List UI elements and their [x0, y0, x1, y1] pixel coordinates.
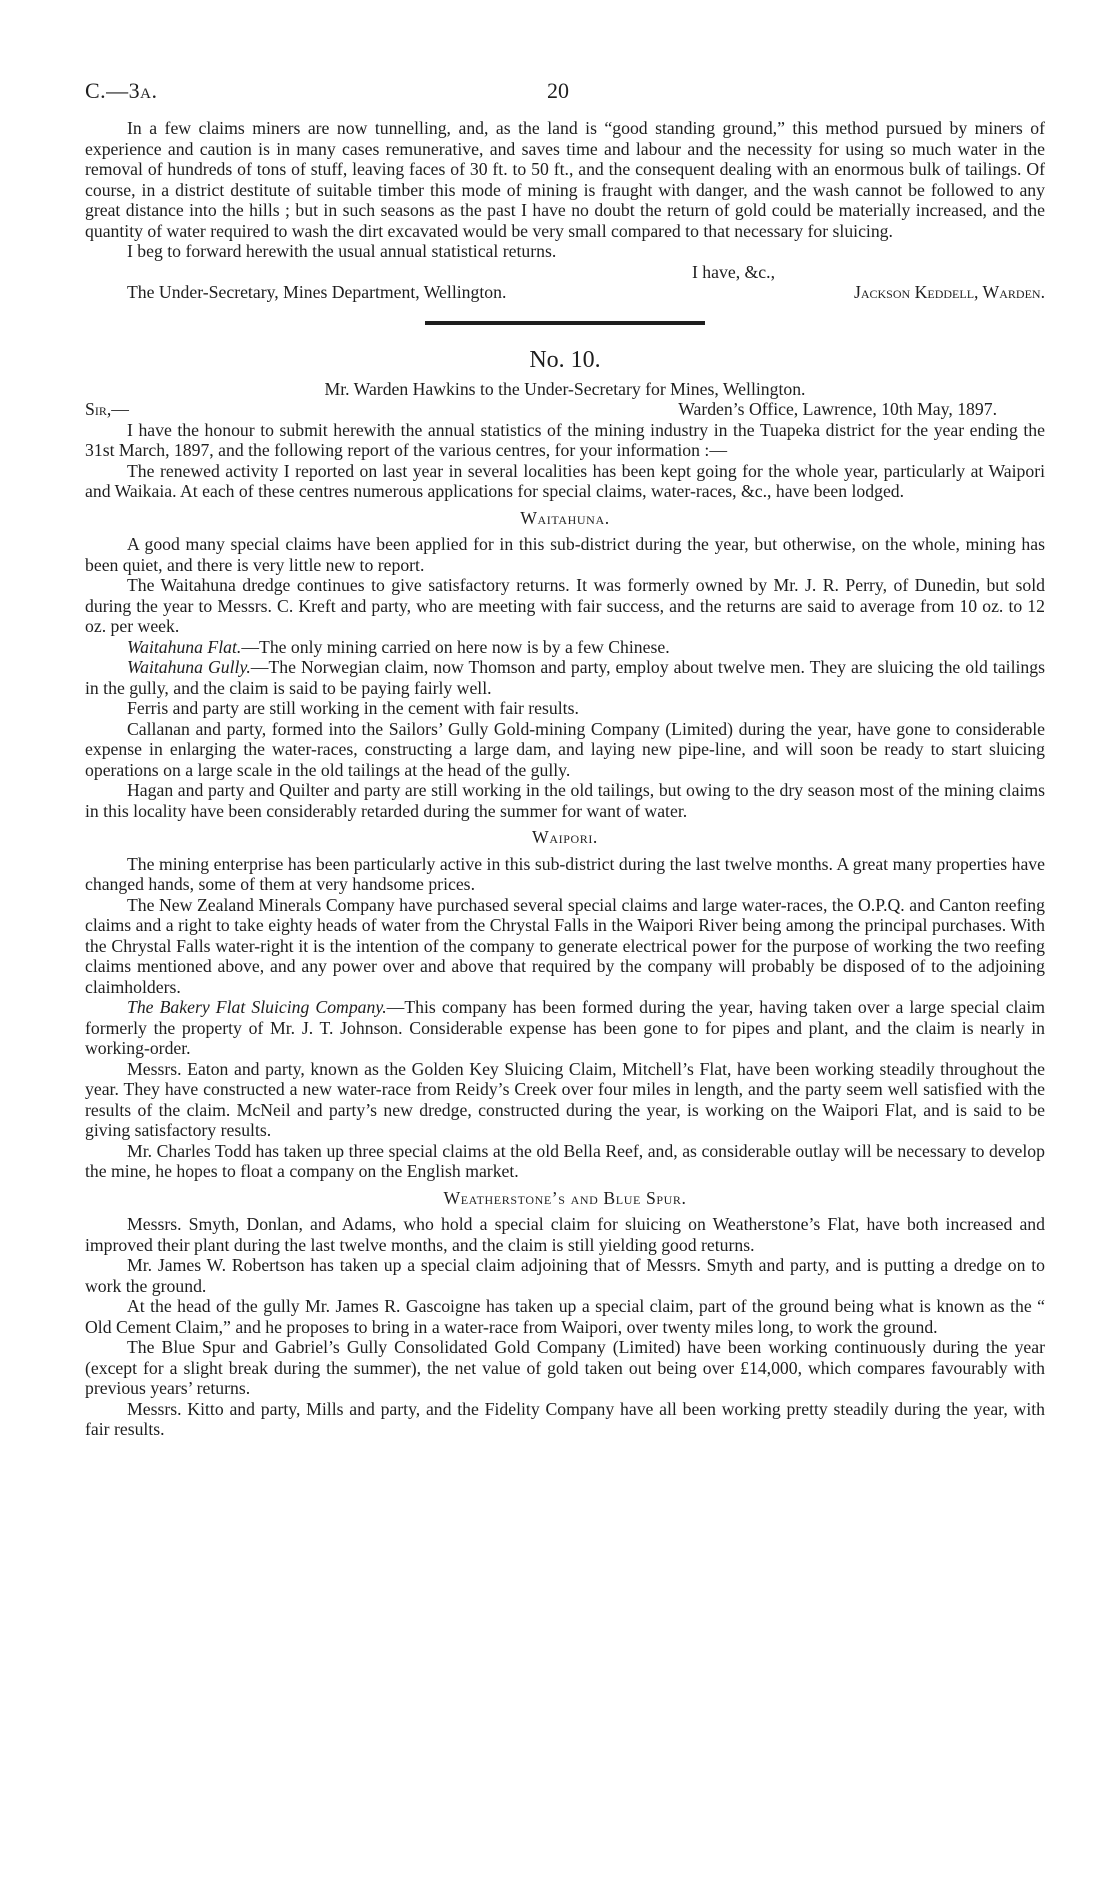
section-paragraph [85, 698, 1045, 719]
section-heading: Waitahuna. [520, 507, 610, 528]
section-heading: Weatherstone’s and Blue Spur. [443, 1187, 687, 1208]
office-date: Warden’s Office, Lawrence, 10th May, 1897. [678, 399, 997, 419]
section-paragraph [85, 854, 1045, 895]
page-header [85, 78, 1045, 118]
section-paragraph [85, 1296, 1045, 1337]
paragraph-text: Messrs. Kitto and party, Mills and party, and the Fidelity Company have all been working pretty steadily during the year, with fair results. [85, 1398, 1045, 1439]
section-paragraph [85, 1059, 1045, 1141]
paragraph-text: Messrs. Smyth, Donlan, and Adams, who hold a special claim for sluicing on Weatherstone’s Flat, have both increased and improved their plant during the last twelve months, and the claim is still yielding good returns. [85, 1214, 1045, 1255]
section-paragraph [85, 895, 1045, 998]
report-number: No. 10. [529, 346, 601, 373]
section-paragraph [85, 997, 1045, 1059]
section-paragraph [85, 1337, 1045, 1399]
report-sections [85, 508, 1045, 1440]
paragraph-text: Hagan and party and Quilter and party are still working in the old tailings, but owing to the dry season most of the mining claims in this locality have been considerably retarded during the summer for want of water. [85, 780, 1045, 821]
paragraph-text: The mining enterprise has been particularly active in this sub-district during the last twelve months. A great many properties have changed hands, some of them at very handsome prices. [85, 853, 1045, 894]
addressee: The Under-Secretary, Mines Department, Wellington. [127, 282, 507, 302]
paragraph-text: The Blue Spur and Gabriel’s Gully Consolidated Gold Company (Limited) have been working continuously during the year (except for a slight break during the summer), the net value of gold taken out being over £14,000, which compares favourably with previous years’ returns. [85, 1337, 1045, 1398]
section-paragraph [85, 637, 1045, 658]
signature-row [85, 282, 1045, 303]
page-number: 20 [547, 78, 569, 103]
section-paragraph [85, 657, 1045, 698]
paragraph-text: The New Zealand Minerals Company have purchased several special claims and large water-races, the O.P.Q. and Canton reefing claims and a right to take eighty heads of water from the Chrystal Falls in the Waipori River being among the principal purchases. With the Chrystal Falls water-right it is the intention of the company to generate electrical power for the purpose of working the two reefing claims mentioned above, and any power over and above that required by the company will probably be disposed of to the adjoining claimholders. [85, 894, 1045, 997]
section-paragraph [85, 575, 1045, 637]
paragraph-text: A good many special claims have been applied for in this sub-district during the year, but otherwise, on the whole, mining has been quiet, and there is very little new to report. [85, 534, 1045, 575]
opening-paragraphs [85, 420, 1045, 502]
paragraph-text: Messrs. Eaton and party, known as the Golden Key Sluicing Claim, Mitchell’s Flat, have been working steadily throughout the year. They have constructed a new water-race from Reidy’s Creek over four miles in length, and the party seem well satisfied with the results of the claim. McNeil and party’s new dredge, constructed during the year, is working on the Waipori Flat, and is said to be giving satisfactory results. [85, 1058, 1045, 1140]
paragraph-text: —This company has been formed during the year, having taken over a large special claim formerly the property of Mr. J. T. Johnson. Considerable expense has been gone to for pipes and plant, and the claim is nearly in working-order. [85, 997, 1045, 1058]
report-title: Mr. Warden Hawkins to the Under-Secretary for Mines, Wellington. [324, 378, 806, 399]
section-paragraph [85, 1214, 1045, 1255]
section-paragraph [85, 719, 1045, 781]
paragraph-text: Mr. Charles Todd has taken up three special claims at the old Bella Reef, and, as considerable outlay will be necessary to develop the mine, he hopes to float a company on the English market. [85, 1140, 1045, 1181]
address-row [85, 399, 1045, 420]
paragraph-text: Mr. James W. Robertson has taken up a special claim adjoining that of Messrs. Smyth and party, and is putting a dredge on to work the ground. [85, 1255, 1045, 1296]
paragraph-text: Ferris and party are still working in the cement with fair results. [127, 698, 579, 718]
document-page [85, 78, 1045, 1440]
salutation: Sir,— [85, 399, 129, 419]
report-section [85, 508, 1045, 822]
section-paragraph [85, 534, 1045, 575]
report-section [85, 1188, 1045, 1440]
paragraph-lead-heading: Waitahuna Flat. [127, 636, 242, 657]
section-paragraph [85, 780, 1045, 821]
paragraph-text: Callanan and party, formed into the Sailors’ Gully Gold-mining Company (Limited) during the year, have gone to considerable expense in enlarging the water-races, constructing a large dam, and laying new pipe-line, and will soon be ready to start sluicing operations on a large scale in the old tailings at the head of the gully. [85, 718, 1045, 780]
paragraph-text: At the head of the gully Mr. James R. Gascoigne has taken up a special claim, part of the ground being what is known as the “ Old Cement Claim,” and he proposes to bring in a water-race from Waipori, over twenty miles long, to work the ground. [85, 1296, 1045, 1337]
forward-line: I beg to forward herewith the usual annual statistical returns. [127, 241, 557, 261]
paragraph-text: —The Norwegian claim, now Thomson and party, employ about twelve men. They are sluicing the old tailings in the gully, and the claim is said to be paying fairly well. [85, 657, 1045, 698]
opening-paragraph: The renewed activity I reported on last year in several localities has been kept going for the whole year, particularly at Waipori and Waikaia. At each of these centres numerous applications for special claims, water-races, &c., have been lodged. [85, 460, 1045, 501]
paragraph-lead-heading: Waitahuna Gully. [127, 657, 251, 677]
opening-paragraph: I have the honour to submit herewith the annual statistics of the mining industry in the Tuapeka district for the year ending the 31st March, 1897, and the following report of the various centres, for your information :— [85, 419, 1045, 460]
signature: Jackson Keddell, Warden. [853, 282, 1045, 302]
section-paragraph [85, 1399, 1045, 1440]
paragraph-lead-heading: The Bakery Flat Sluicing Company. [127, 997, 387, 1017]
document-reference: C.—3a. [85, 78, 158, 103]
paragraph-text: The Waitahuna dredge continues to give satisfactory returns. It was formerly owned by Mr. J. R. Perry, of Dunedin, but sold during the year to Messrs. C. Kreft and party, who are meeting with fair success, and the returns are said to average from 10 oz. to 12 oz. per week. [85, 575, 1045, 636]
section-paragraph [85, 1141, 1045, 1182]
section-divider [425, 321, 705, 325]
report-section [85, 827, 1045, 1182]
section-paragraph [85, 1255, 1045, 1296]
closing-line: I have, &c., [692, 261, 775, 282]
intro-paragraph: In a few claims miners are now tunnelling, and, as the land is “good standing ground,” this method pursued by miners of experience and caution is in many cases remunerative, and saves time and labour and the necessity for using so much water in the removal of hundreds of tons of stuff, leaving faces of 30 ft. to 50 ft., and the consequent dealing with an enormous bulk of tailings. Of course, in a district destitute of suitable timber this mode of mining is fraught with danger, and the wash cannot be followed to any great distance into the hills ; but in such seasons as the past I have no doubt the return of gold could be materially increased, and the quantity of water required to wash the dirt excavated would be very small compared to that necessary for sluicing. [85, 118, 1045, 241]
document-body [85, 118, 1045, 1440]
section-heading: Waipori. [532, 827, 598, 847]
paragraph-text: —The only mining carried on here now is by a few Chinese. [241, 636, 670, 657]
